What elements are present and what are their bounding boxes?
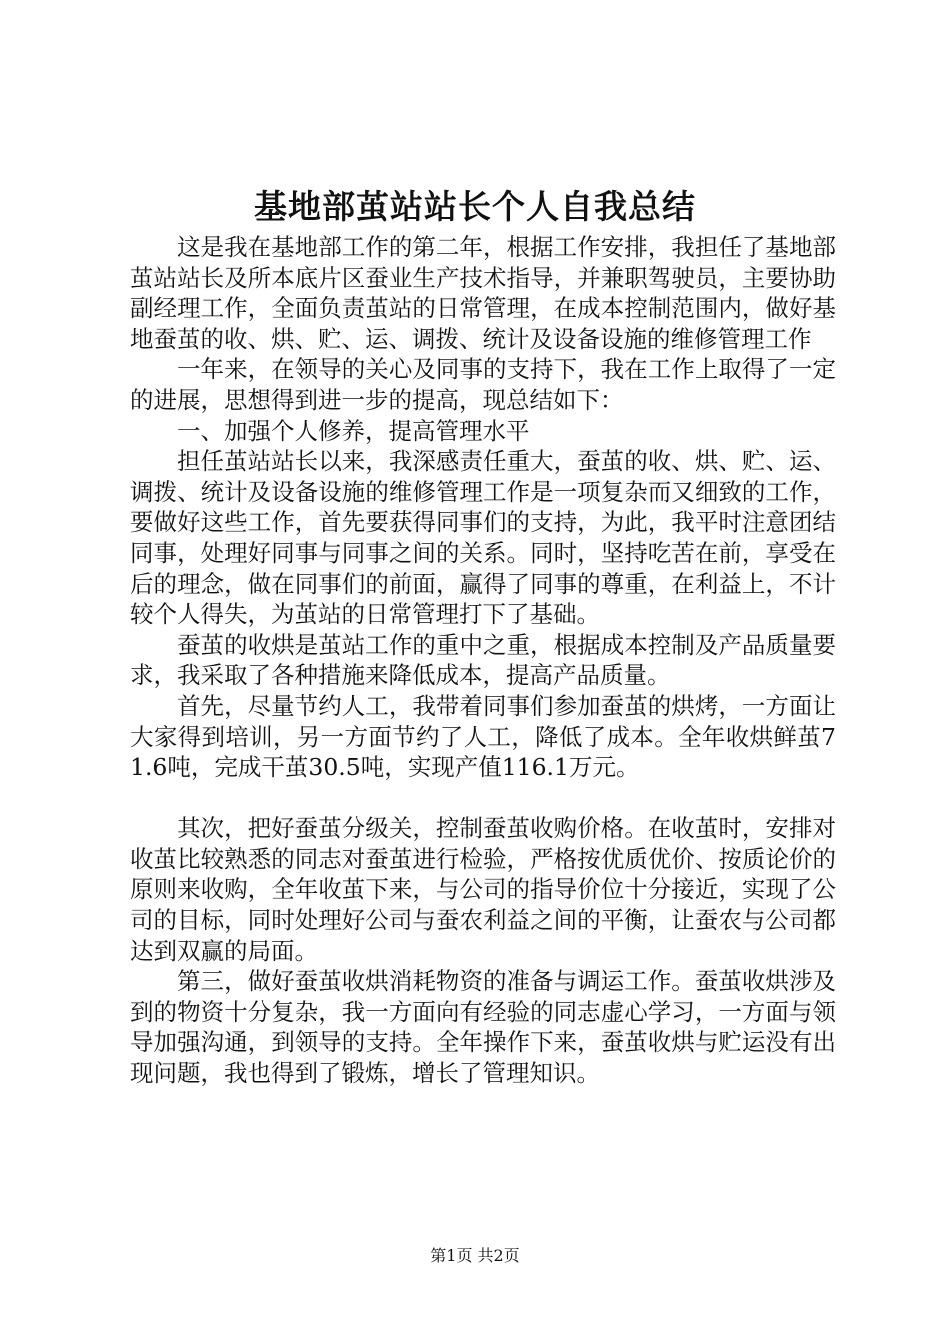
- paragraph-first: 首先，尽量节约人工，我带着同事们参加蚕茧的烘烤，一方面让大家得到培训，另一方面节约了人工，降低了成本。全年收烘鲜茧71.6吨，完成干茧30.5吨，实现产值116.1万元。: [130, 691, 836, 782]
- document-body: [130, 232, 836, 1089]
- paragraph-management: 担任茧站站长以来，我深感责任重大，蚕茧的收、烘、贮、运、调拨、统计及设备设施的维修管理工作是一项复杂而又细致的工作，要做好这些工作，首先要获得同事们的支持，为此，我平时注意团结同事，处理好同事与同事之间的关系。同时，坚持吃苦在前，享受在后的理念，做在同事们的前面，赢得了同事的尊重，在利益上，不计较个人得失，为茧站的日常管理打下了基础。: [130, 447, 836, 629]
- section-heading-1: 一、加强个人修养，提高管理水平: [177, 416, 530, 445]
- paragraph-intro: 这是我在基地部工作的第二年，根据工作安排，我担任了基地部茧站站长及所本底片区蚕业生产技术指导，并兼职驾驶员，主要协助副经理工作，全面负责茧站的日常管理，在成本控制范围内，做好基地蚕茧的收、烘、贮、运、调拨、统计及设备设施的维修管理工作: [130, 233, 836, 353]
- paragraph-second: 其次，把好蚕茧分级关，控制蚕茧收购价格。在收茧时，安排对收茧比较熟悉的同志对蚕茧进行检验，严格按优质优价、按质论价的原则来收购，全年收茧下来，与公司的指导价位十分接近，实现了公司的目标，同时处理好公司与蚕农利益之间的平衡，让蚕农与公司都达到双赢的局面。: [130, 814, 836, 965]
- document-title: 基地部茧站站长个人自我总结: [254, 187, 696, 226]
- paragraph-cocoon-drying: 蚕茧的收烘是茧站工作的重中之重，根据成本控制及产品质量要求，我采取了各种措施来降低成本，提高产品质量。: [130, 630, 836, 690]
- page-footer: 第1页 共2页: [430, 1246, 520, 1265]
- paragraph-summary-lead: 一年来，在领导的关心及同事的支持下，我在工作上取得了一定的进展，思想得到进一步的提高，现总结如下：: [130, 355, 836, 414]
- paragraph-third: 第三，做好蚕茧收烘消耗物资的准备与调运工作。蚕茧收烘涉及到的物资十分复杂，我一方面向有经验的同志虚心学习，一方面与领导加强沟通，到领导的支持。全年操作下来，蚕茧收烘与贮运没有出现问题，我也得到了锻炼，增长了管理知识。: [130, 967, 836, 1088]
